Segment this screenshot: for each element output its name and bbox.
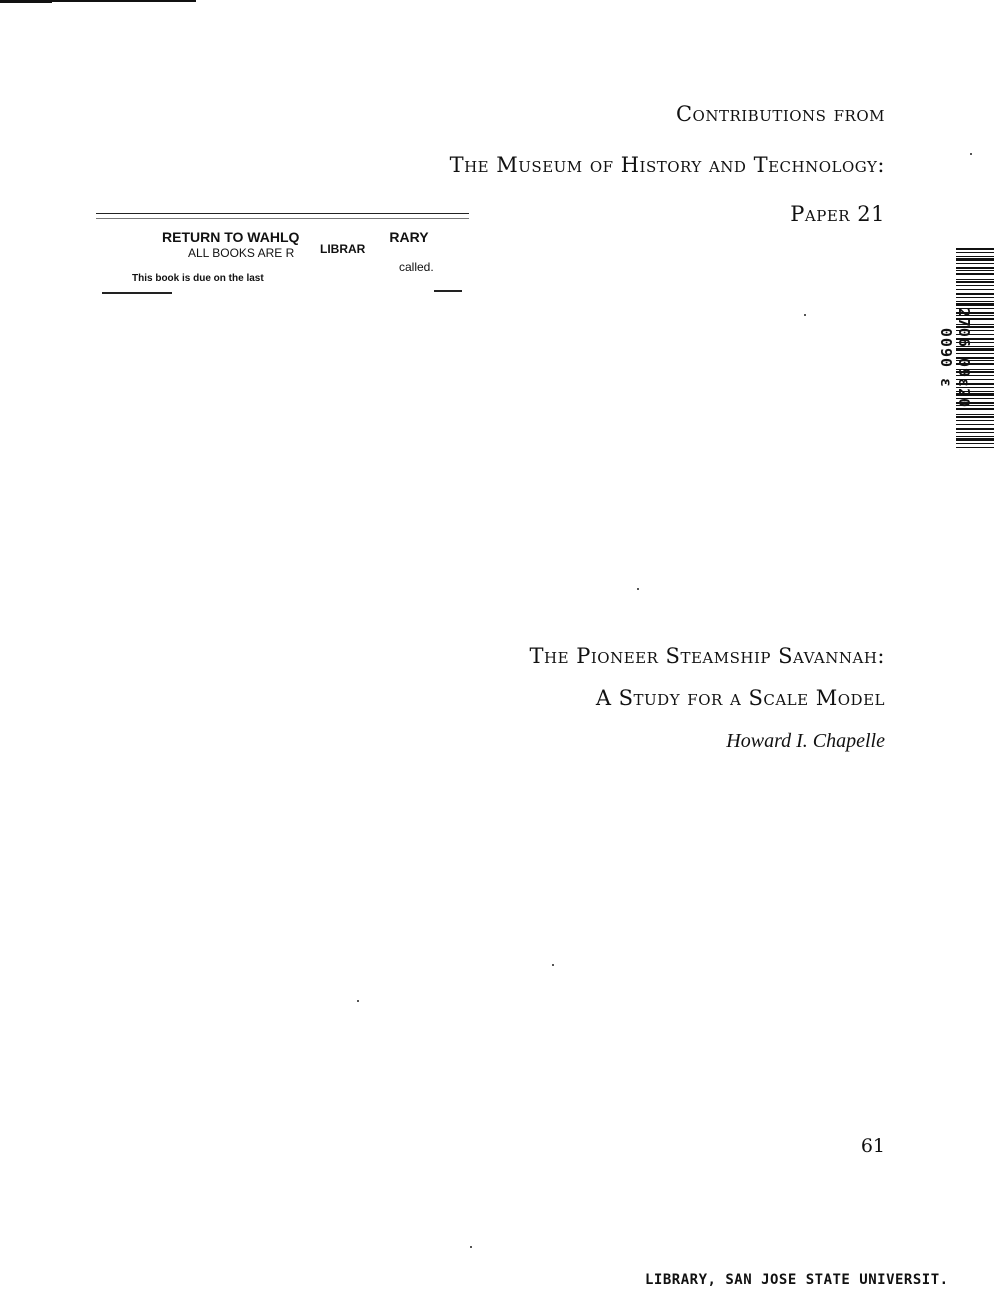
barcode-bar xyxy=(956,273,994,275)
barcode-bar xyxy=(956,279,994,280)
barcode-bar xyxy=(956,438,994,441)
barcode-bar xyxy=(956,443,994,444)
page-number: 61 xyxy=(860,1135,885,1157)
barcode-bar xyxy=(956,436,994,437)
stamp-line-recalled: called. xyxy=(399,260,434,274)
stamp-line-due: This book is due on the last xyxy=(132,273,264,284)
speck xyxy=(357,1000,359,1002)
stamp-line-books: ALL BOOKS ARE R xyxy=(188,246,295,260)
stamp-return-text: RETURN TO WAHLQ xyxy=(162,229,300,245)
speck xyxy=(804,314,806,316)
stamp-line-return xyxy=(162,229,429,245)
barcode-bar xyxy=(956,447,994,448)
speck xyxy=(552,964,554,966)
author: Howard I. Chapelle xyxy=(726,730,885,752)
barcode-bar xyxy=(956,263,994,264)
speck xyxy=(470,1246,472,1248)
barcode-bar xyxy=(956,270,994,271)
barcode-bar xyxy=(956,248,994,250)
stamp-rule xyxy=(96,218,469,219)
stamp-overprint: LIBRAR xyxy=(320,242,366,256)
article-title: The Pioneer Steamship Savannah: xyxy=(529,644,885,668)
series-label: Contributions from xyxy=(675,102,885,126)
library-return-stamp xyxy=(96,213,471,303)
barcode-id: 2706 09ε20 0090 ε xyxy=(937,307,973,409)
library-footer-stamp: LIBRARY, SAN JOSE STATE UNIVERSIT. xyxy=(645,1272,949,1288)
top-rule-thick xyxy=(0,0,52,3)
speck xyxy=(970,153,972,155)
barcode-bar xyxy=(956,258,994,261)
stamp-rule xyxy=(434,290,462,292)
speck xyxy=(637,588,639,590)
stamp-rule xyxy=(102,292,172,294)
barcode-bar xyxy=(956,252,994,253)
barcode-bar xyxy=(956,256,994,257)
stamp-return-tail: RARY xyxy=(389,229,429,245)
stamp-rule xyxy=(96,213,469,214)
series-title: The Museum of History and Technology: xyxy=(449,153,885,177)
paper-number: Paper 21 xyxy=(790,202,885,226)
barcode-bar xyxy=(956,267,994,269)
article-subtitle: A Study for a Scale Model xyxy=(595,686,885,710)
